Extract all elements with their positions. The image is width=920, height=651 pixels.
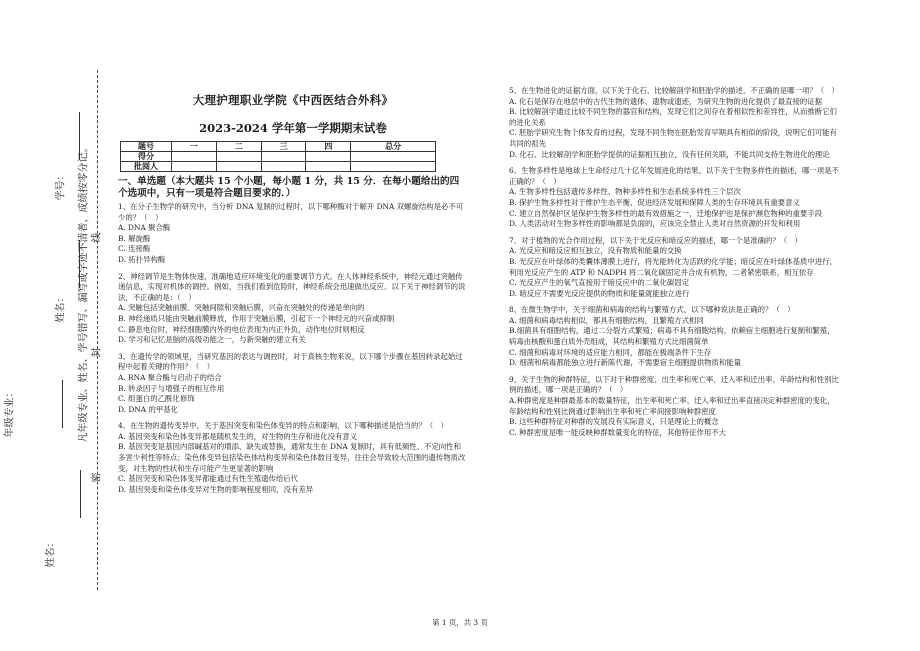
answer-option: A. 突触包括突触前膜、突触间隙和突触后膜，兴奋在突触处的传递是单向的	[118, 303, 365, 313]
score-row-label: 批阅人	[121, 162, 172, 172]
answer-option: D. 人类活动对生物多样性的影响都是负面的，应该完全禁止人类对自然资源的开发和利用	[509, 219, 801, 229]
student-id-underline	[79, 112, 80, 160]
score-cell[interactable]	[261, 162, 306, 172]
answer-option: D. 学习和记忆是脑的高级功能之一，与新突触的建立有关	[118, 335, 306, 345]
margin-bind-mark: 封	[91, 347, 103, 358]
score-cell[interactable]	[351, 152, 436, 162]
margin-line-note: 凡年级专业、姓名、学号错写、漏写或字迹不清者，成绩按零分记。	[78, 142, 90, 443]
name2-underline	[80, 470, 81, 518]
question-stem: 4、在生物的遗传变异中，关于基因突变和染色体变异的特点和影响，以下哪种描述是恰当的？（ ）	[118, 421, 448, 431]
answer-option: C. 建立自然保护区是保护生物多样性的最有效措施之一，迁地保护也是保护濒危物种的重要手段	[509, 208, 823, 218]
question-stem: 3、在遗传学的领域里，当研究基因的表达与调控时，对于真核生物来说，以下哪个步骤在基因转录起始过程中起着关键的作用？（ ）	[118, 351, 463, 372]
answer-option: D. DNA 的甲基化	[118, 404, 179, 414]
right-question-list	[509, 86, 839, 438]
answer-option: B. 比较解剖学通过比较不同生物的器官和结构，发现它们之间存在着相似性和差异性，从而推断它们的进化关系	[509, 107, 837, 127]
score-cell[interactable]	[172, 162, 217, 172]
answer-option: B. 光反应在叶绿体的类囊体薄膜上进行，将光能转化为活跃的化学能；暗反应在叶绿体基质中进行，利用光反应产生的 ATP 和 NADPH 将二氧化碳固定并合成有机物，二者紧密联系，相互依存	[509, 256, 837, 277]
score-col-header: 一	[172, 142, 217, 152]
score-cell[interactable]	[261, 152, 306, 162]
answer-option: B. 保护生物多样性对于维护生态平衡、促进经济发展和保障人类的生存环境具有重要意义	[509, 197, 800, 207]
score-table-header-row	[121, 142, 436, 152]
question-item	[509, 305, 839, 369]
question-item	[509, 236, 839, 300]
score-table-row	[121, 152, 436, 162]
score-table-row	[121, 162, 436, 172]
right-column	[509, 86, 839, 444]
school-course-title: 大理护理职业学院《中西医结合外科》	[192, 93, 394, 107]
answer-option: A. DNA 聚合酶	[118, 223, 171, 233]
question-stem: 9、关于生物的种群特征，以下对于种群密度、出生率和死亡率、迁入率和迁出率、年龄结构和性别比例的描述，哪一项是正确的？（ ）	[509, 374, 839, 395]
answer-option: A. 细菌和病毒结构相似，都具有细胞结构，且繁殖方式相同	[509, 315, 704, 325]
question-stem: 7、对于植物的光合作用过程，以下关于光反应和暗反应的描述，哪一个是准确的？（ ）	[509, 235, 802, 245]
score-cell[interactable]	[216, 162, 261, 172]
answer-option: C. 胚胎学研究生物个体发育的过程，发现不同生物在胚胎发育早期具有相似的阶段，说明它们可能有共同的祖先	[509, 128, 837, 148]
score-cell[interactable]	[306, 162, 351, 172]
answer-option: A. 光反应和暗反应相互独立，没有物质和能量的交换	[509, 246, 682, 256]
answer-option: A. RNA 聚合酶与启动子的结合	[118, 372, 222, 382]
margin-grade-major-label: 年级专业：	[4, 387, 16, 438]
answer-option: C. 静息电位时，神经细胞膜内外的电位表现为内正外负，动作电位时则相反	[118, 324, 365, 334]
margin-student-id-label: 学号：	[55, 170, 67, 201]
answer-option: C. 基因突变和染色体变异都能通过有性生殖遗传给后代	[118, 474, 299, 484]
exam-title: 2023-2024 学年第一学期期末试卷	[199, 121, 387, 135]
score-row-label: 得分	[121, 152, 172, 162]
grade-underline	[62, 380, 63, 428]
score-col-header: 二	[216, 142, 261, 152]
answer-option: D. 暗反应不需要光反应提供的物质和能量就能独立进行	[509, 288, 690, 298]
page-footer: 第 1 页，共 3 页	[432, 618, 488, 627]
score-cell[interactable]	[216, 152, 261, 162]
left-question-list	[118, 202, 468, 495]
answer-option: B. 神经递质只能由突触前膜释放，作用于突触后膜，引起下一个神经元的兴奋或抑制	[118, 313, 395, 323]
question-item	[509, 166, 839, 230]
answer-option: B. 转录因子与增强子的相互作用	[118, 383, 225, 393]
answer-option: C. 细菌和病毒对环境的适应能力相同，都能在极端条件下生存	[509, 347, 712, 357]
question-stem: 1、在分子生物学的研究中，当分析 DNA 复制的过程时，以下哪种酶对于解开 DNA 双螺旋结构是必不可少的？（ ）	[118, 202, 464, 222]
answer-option: A. 基因突变和染色体变异都是随机发生的，对生物的生存和进化没有意义	[118, 431, 358, 441]
answer-option: D. 基因突变和染色体变异对生物的影响程度相同，没有差异	[118, 484, 314, 494]
score-cell[interactable]	[172, 152, 217, 162]
score-cell[interactable]	[306, 152, 351, 162]
score-cell[interactable]	[351, 162, 436, 172]
margin-name-label: 姓名：	[55, 292, 67, 323]
question-item	[509, 86, 839, 160]
answer-option: A.种群密度是种群最基本的数量特征，出生率和死亡率、迁入率和迁出率直接决定种群密度的变化，年龄结构和性别比例通过影响出生率和死亡率间接影响种群密度	[509, 396, 835, 416]
question-item	[118, 272, 468, 346]
name-underline	[79, 240, 80, 288]
score-col-header: 题号	[121, 142, 172, 152]
section-one-heading: 一、单选题（本大题共 15 个小题，每小题 1 分，共 15 分．在每小题给出的四个选项中，只有一项是符合题目要求的．）	[118, 176, 460, 199]
score-col-header: 三	[261, 142, 306, 152]
answer-option: A. 化石是保存在地层中的古代生物的遗体、遗物或遗迹，为研究生物的进化提供了最直接的证据	[509, 96, 823, 106]
question-stem: 6、生物多样性是地球上生命经过几十亿年发展进化的结果。以下关于生物多样性的描述，哪一项是不正确的？（ ）	[509, 166, 839, 186]
answer-option: D. 化石、比较解剖学和胚胎学提供的证据相互独立，没有任何关联，不能共同支持生物进化的理论	[509, 149, 830, 159]
answer-option: D. 拓扑异构酶	[118, 254, 166, 264]
question-item	[509, 375, 839, 439]
answer-option: C. 组蛋白的乙酰化修饰	[118, 394, 195, 404]
answer-option: D. 细菌和病毒都能独立进行新陈代谢，不需要宿主细胞提供物质和能量	[509, 358, 742, 368]
question-item	[118, 202, 468, 266]
margin-name2-label: 姓名：	[45, 537, 57, 568]
question-stem: 5、在生物进化的证据方面，以下关于化石、比较解剖学和胚胎学的描述，不正确的是哪一项？（ ）	[509, 86, 839, 95]
answer-option: B.细菌具有细胞结构，通过二分裂方式繁殖；病毒不具有细胞结构，依赖宿主细胞进行复制和繁殖，病毒由核酸和蛋白质外壳组成，其结构和繁殖方式比细菌简单	[509, 326, 835, 347]
left-column	[118, 92, 468, 501]
answer-option: B. 解旋酶	[118, 233, 151, 243]
question-stem: 2、神经调节是生物体快速、准确地适应环境变化的重要调节方式。在人体神经系统中，神经元通过突触传递信息，实现对机体的调控。例如，当我们看到危险时，神经系统会迅速做出反应。以下关于神经调节的说法，不正确的是：（ ）	[118, 271, 466, 302]
score-col-header: 四	[306, 142, 351, 152]
answer-option: C. 连接酶	[118, 244, 151, 254]
answer-option: B. 这些种群特征对种群的发展没有实际意义，只是理论上的概念	[509, 417, 719, 427]
question-item	[118, 352, 468, 416]
score-table	[120, 141, 436, 172]
answer-option: C. 光反应产生的氧气直接用于暗反应中的二氧化碳固定	[509, 278, 690, 288]
score-col-header: 总分	[351, 142, 436, 152]
answer-option: A. 生物多样性包括遗传多样性、物种多样性和生态系统多样性三个层次	[509, 187, 741, 197]
binding-dashed-line	[97, 70, 98, 590]
margin-seal-mark: 密	[91, 472, 103, 483]
question-item	[118, 421, 468, 495]
answer-option: C. 种群密度是唯一能反映种群数量变化的特征，其他特征作用不大	[509, 427, 727, 437]
answer-option: B. 基因突变是基因内部碱基对的增添、缺失或替换，通常发生在 DNA 复制时，具有低频性、不定向性和多害少利性等特点；染色体变异包括染色体结构变异和染色体数目变异，往往会导致较大范围的遗传物质改变，对生物的性状和生存可能产生更显著的影响	[118, 442, 466, 473]
question-stem: 8、在微生物学中，关于细菌和病毒的结构与繁殖方式，以下哪种说法是正确的？（ ）	[509, 305, 795, 315]
margin-sign-mark: 线	[91, 232, 103, 243]
